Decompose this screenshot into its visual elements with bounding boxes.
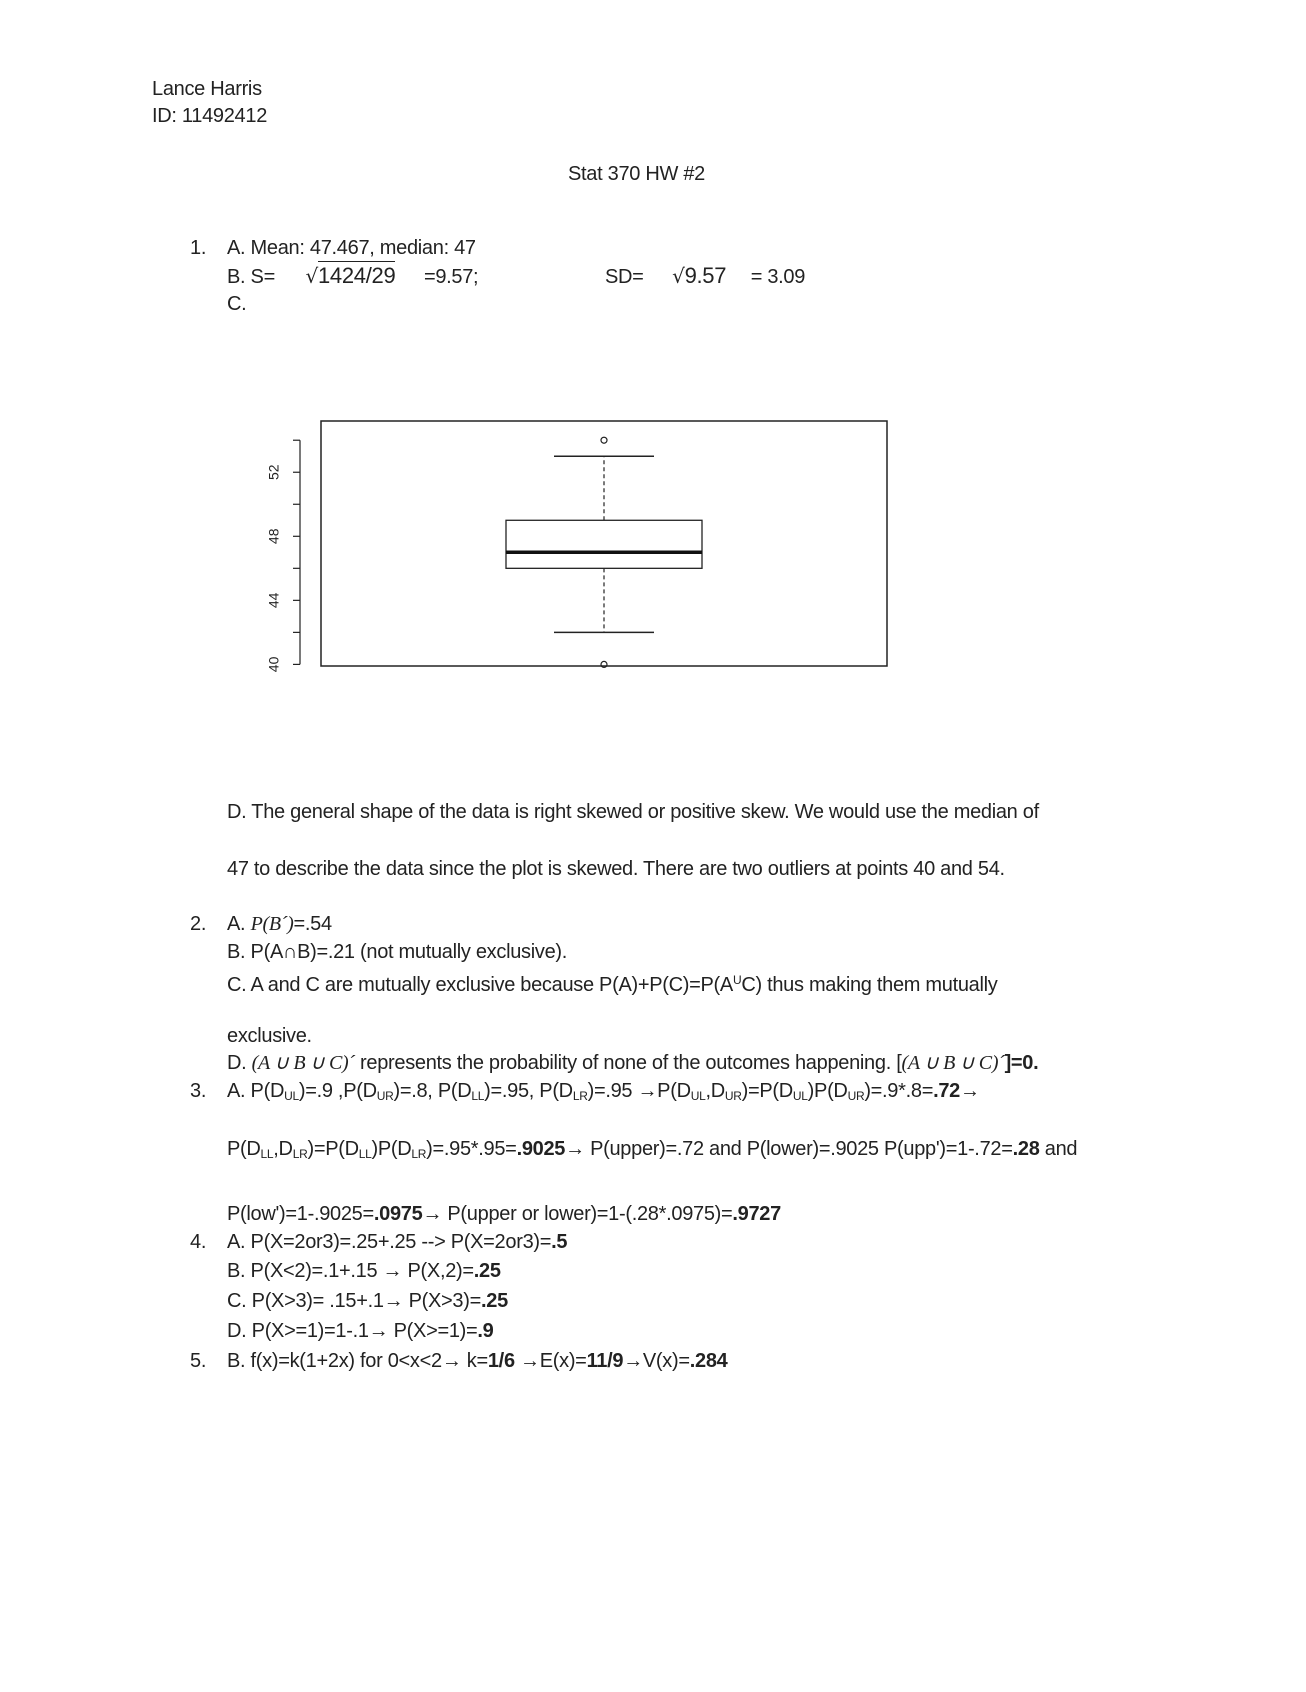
box-group: [506, 437, 702, 667]
q3-number: 3.: [190, 1080, 207, 1102]
q1-sd-label: SD=: [605, 266, 644, 288]
text: P(upper)=.72 and P(lower)=.9025 P(upp')=1-.72=: [584, 1138, 1013, 1160]
subscript: UR: [376, 1089, 394, 1103]
text: →V(x)=: [623, 1350, 690, 1372]
text: )=.95 →P(D: [587, 1080, 691, 1102]
bold-result: .28: [1012, 1138, 1040, 1160]
text: A. P(X=2or3)=.25+.25 --> P(X=2or3)=: [227, 1231, 552, 1253]
text: C. P(X>3)= .15+.1→ P(X>3)=: [227, 1290, 481, 1312]
q5-number: 5.: [190, 1350, 207, 1372]
subscript: UR: [847, 1089, 865, 1103]
bold-result: .5: [551, 1231, 568, 1253]
text: P(upper or lower)=1-(.28*.0975)=: [442, 1203, 733, 1225]
q3-line1: [227, 1079, 980, 1108]
bold-result: 1/6: [487, 1350, 515, 1372]
subscript: UL: [284, 1089, 299, 1103]
q2-d-prefix: D.: [227, 1052, 252, 1074]
q2-d-expr2: (A ∪ B ∪ C)´: [901, 1052, 1005, 1074]
subscript: LL: [358, 1147, 372, 1161]
q2-d-end: ]=0.: [1004, 1052, 1039, 1074]
bold-result: 11/9: [586, 1350, 624, 1372]
text: )=P(D: [307, 1138, 359, 1160]
bold-result: .25: [473, 1260, 501, 1282]
subscript: LL: [260, 1147, 274, 1161]
q1-sd-radicand: 9.57: [684, 263, 727, 288]
subscript: LL: [471, 1089, 485, 1103]
bold-result: .25: [481, 1290, 508, 1312]
q4-part-b: [227, 1259, 501, 1283]
subscript: LR: [411, 1147, 427, 1161]
q2-a-expr: P(B´): [250, 913, 294, 935]
text: D. P(X>=1)=1-.1→ P(X>=1)=: [227, 1320, 478, 1342]
bold-result: .72→: [933, 1080, 980, 1102]
y-tick-label: 52: [265, 464, 282, 481]
page-title: Stat 370 HW #2: [568, 163, 705, 185]
text: →E(x)=: [514, 1350, 587, 1372]
q1-sd-result: = 3.09: [750, 266, 806, 288]
text: )P(D: [371, 1138, 412, 1160]
student-name: Lance Harris: [152, 78, 262, 100]
q4-part-c: [227, 1289, 508, 1313]
text: B. P(X<2)=.1+.15 → P(X,2)=: [227, 1260, 474, 1282]
subscript: UR: [724, 1089, 742, 1103]
sqrt-icon: √: [672, 264, 685, 288]
text: A. P(D: [227, 1080, 285, 1102]
y-tick-label: 40: [265, 656, 282, 673]
q2-c-part2: C) thus making them mutually: [741, 974, 998, 996]
bold-result: .284: [689, 1350, 728, 1372]
text: )=.8, P(D: [393, 1080, 472, 1102]
q3-line2: [227, 1137, 1077, 1166]
q4-number: 4.: [190, 1231, 207, 1253]
q1-part-d-line2: 47 to describe the data since the plot is skewed. There are two outliers at points 40 and 54.: [227, 858, 1005, 880]
y-axis: [266, 440, 300, 672]
text: P(low')=1-.9025=: [227, 1203, 374, 1225]
bold-result: .9: [477, 1320, 494, 1342]
q2-c-sup: U: [732, 973, 742, 987]
q1-b-radicand: 1424/29: [317, 263, 396, 288]
q2-part-c: [227, 968, 997, 997]
text: ,D: [273, 1138, 293, 1160]
outlier-point: [601, 437, 607, 443]
text: B. f(x)=k(1+2x) for 0<x<2→ k=: [227, 1350, 488, 1372]
text: )=.95, P(D: [484, 1080, 573, 1102]
boxplot-chart: [260, 415, 900, 685]
q1-number: 1.: [190, 237, 207, 259]
bold-result: .9025→: [516, 1138, 585, 1160]
iqr-box: [506, 520, 702, 568]
text: )P(D: [807, 1080, 848, 1102]
text: )=.95*.95=: [426, 1138, 517, 1160]
q1-part-b: [227, 264, 478, 289]
y-tick-label: 44: [265, 592, 282, 609]
q1-sd: [605, 264, 805, 289]
q4-part-d: [227, 1319, 494, 1343]
y-tick-label: 48: [265, 528, 282, 545]
subscript: LR: [572, 1089, 588, 1103]
student-id: ID: 11492412: [152, 105, 268, 127]
text: )=.9*.8=: [864, 1080, 934, 1102]
q2-d-mid: represents the probability of none of the outcomes happening. [: [354, 1052, 902, 1074]
q1-part-a: A. Mean: 47.467, median: 47: [227, 237, 476, 259]
text: ,D: [705, 1080, 725, 1102]
q2-number: 2.: [190, 913, 207, 935]
q4-part-a: [227, 1230, 567, 1254]
q1-b-result: =9.57;: [423, 266, 479, 288]
text: P(D: [227, 1138, 261, 1160]
text: )=P(D: [741, 1080, 793, 1102]
text: and: [1039, 1138, 1078, 1160]
q2-part-c-line2: exclusive.: [227, 1025, 312, 1047]
subscript: UL: [690, 1089, 706, 1103]
bold-result: .9727: [732, 1203, 781, 1225]
q2-c-part1: C. A and C are mutually exclusive because P(A)+P(C)=P(A: [227, 974, 733, 996]
q5-part-b: [227, 1349, 727, 1373]
q2-a-prefix: A.: [227, 913, 251, 935]
q1-b-label: B. S=: [227, 266, 275, 288]
q3-line3: [227, 1202, 781, 1226]
q2-a-suffix: =.54: [293, 913, 332, 935]
subscript: UL: [792, 1089, 808, 1103]
q1-part-d-line1: D. The general shape of the data is right skewed or positive skew. We would use the median of: [227, 801, 1039, 823]
subscript: LR: [292, 1147, 308, 1161]
q2-d-expr: (A ∪ B ∪ C)´: [251, 1052, 355, 1074]
q1-part-c: C.: [227, 293, 247, 315]
q2-part-d: [227, 1051, 1038, 1075]
sqrt-icon: √: [305, 264, 318, 288]
text: )=.9 ,P(D: [298, 1080, 377, 1102]
q2-part-a: [227, 912, 332, 936]
bold-result: .0975→: [373, 1203, 443, 1225]
q2-part-b: B. P(A∩B)=.21 (not mutually exclusive).: [227, 941, 568, 963]
